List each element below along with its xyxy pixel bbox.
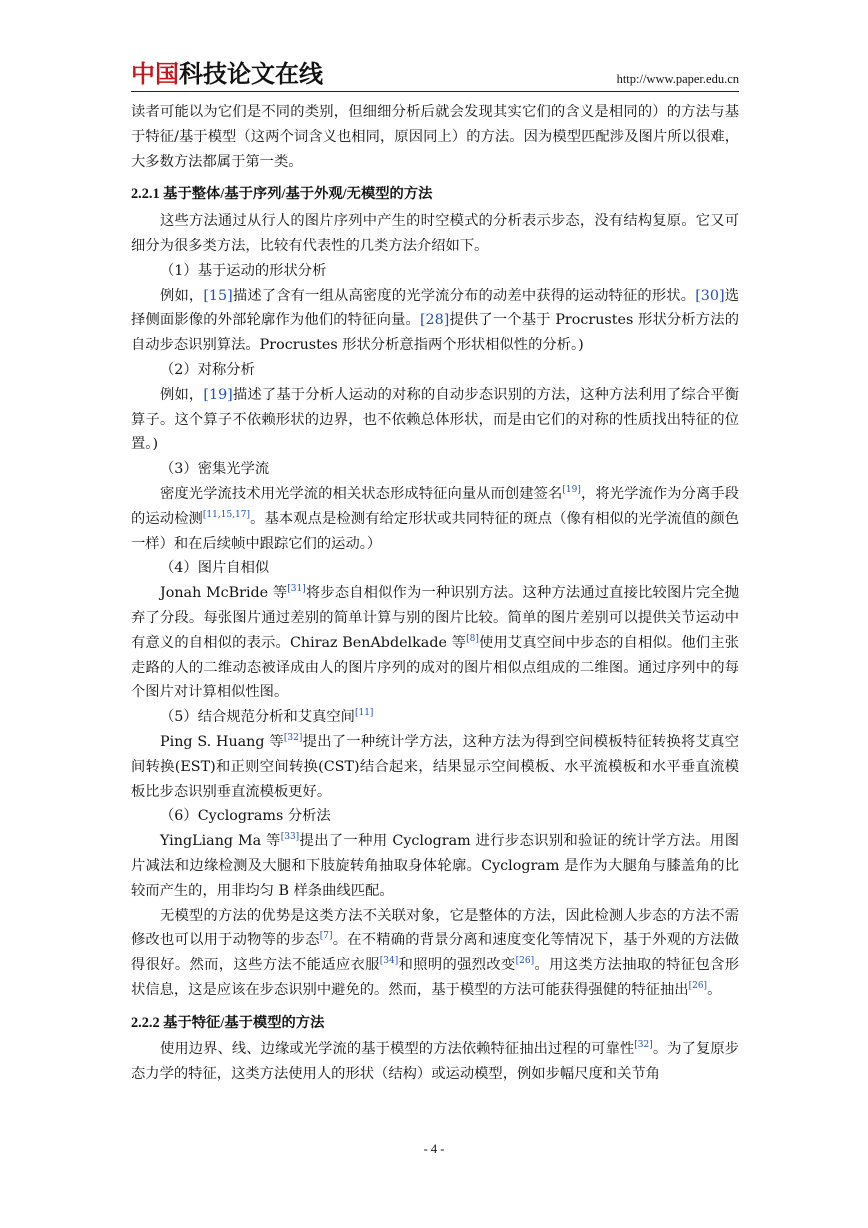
citation-superscript[interactable]: [33] bbox=[280, 832, 300, 843]
method-3-paragraph bbox=[131, 482, 739, 556]
text-span: 密度光学流技术用光学流的相关状态形成特征向量从而创建签名 bbox=[160, 485, 563, 502]
page-body bbox=[131, 100, 739, 1087]
text-span: （5）结合规范分析和艾真空间 bbox=[160, 709, 355, 726]
section-2-2-1-heading: 2.2.1 基于整体/基于序列/基于外观/无模型的方法 bbox=[131, 186, 433, 203]
text-span: ，将光学流作为分离手段的运动检测 bbox=[131, 485, 739, 527]
method-1-paragraph bbox=[131, 284, 739, 358]
citation-superscript[interactable]: [19] bbox=[562, 484, 581, 495]
citation-link[interactable]: [15] bbox=[203, 287, 233, 304]
text-span: 将步态自相似作为一种识别方法。这种方法通过直接比较图片完全抛弃了分段。每张图片通过差别的简单计算与别的图片比较。简单的图片差别可以提供关节运动中有意义的自相似的表示。Chiraz BenAbdelkade 等 bbox=[131, 585, 740, 651]
text-span: 无模型的方法的优势是这类方法不关联对象，它是整体的方法，因此检测人步态的方法不需修改也可以用于动物等的步态 bbox=[131, 907, 739, 949]
text-span: 。在不精确的背景分离和速度变化等情况下，基于外观的方法做得很好。然而，这些方法不能适应衣服 bbox=[131, 932, 740, 974]
citation-link[interactable]: [19] bbox=[203, 386, 233, 403]
citation-superscript[interactable]: [32] bbox=[283, 732, 303, 743]
text-span: 描述了含有一组从高密度的光学流分布的动差中获得的运动特征的形状。 bbox=[232, 287, 696, 304]
text-span: 提供了一个基于 Procrustes 形状分析方法的自动步态识别算法。Procrustes 形状分析意指两个形状相似性的分析。) bbox=[131, 312, 739, 354]
citation-superscript[interactable]: [26] bbox=[515, 956, 535, 967]
text-span: 例如， bbox=[160, 287, 204, 304]
method-2-heading: （2）对称分析 bbox=[160, 361, 255, 378]
text-span: 例如， bbox=[160, 386, 204, 403]
method-6-paragraph bbox=[131, 829, 739, 903]
method-4-heading: （4）图片自相似 bbox=[160, 560, 270, 577]
page-number: - 4 - bbox=[423, 1142, 445, 1156]
text-span: 提出了一种统计学方法，这种方法为得到空间模板特征转换将艾真空间转换(EST)和正则空间转换(CST)结合起来，结果显示空间模板、水平流模板和水平垂直流模板比步态识别垂直流模板更好。 bbox=[131, 733, 740, 800]
site-logo bbox=[131, 60, 323, 88]
citation-superscript[interactable]: [11,15,17] bbox=[202, 509, 251, 520]
text-span: 提出了一种用 Cyclogram 进行步态识别和验证的统计学方法。用图片减法和边缘检测及大腿和下肢旋转角抽取身体轮廓。Cyclogram 是作为大腿角与膝盖角的比较而产生的，用非均匀 B 样条曲线匹配。 bbox=[131, 833, 739, 899]
intro-paragraph: 读者可能以为它们是不同的类别，但细细分析后就会发现其实它们的含义是相同的）的方法与基于特征/基于模型（这两个词含义也相同，原因同上）的方法。因为模型匹配涉及图片所以很难，大多数方法都属于第一类。 bbox=[131, 104, 739, 170]
method-3-heading: （3）密集光学流 bbox=[160, 461, 270, 478]
citation-superscript[interactable]: [34] bbox=[379, 956, 399, 967]
citation-link[interactable]: [30] bbox=[695, 287, 725, 304]
text-span: YingLiang Ma 等 bbox=[160, 833, 281, 850]
section-2-2-2-heading: 2.2.2 基于特征/基于模型的方法 bbox=[131, 1014, 325, 1031]
text-span: 。 bbox=[707, 981, 722, 998]
section-2-2-1-paragraph: 这些方法通过从行人的图片序列中产生的时空模式的分析表示步态，没有结构复原。它又可细分为很多类方法，比较有代表性的几类方法介绍如下。 bbox=[131, 213, 739, 254]
citation-superscript[interactable]: [32] bbox=[634, 1040, 653, 1051]
method-5-paragraph bbox=[131, 730, 739, 804]
summary-paragraph bbox=[131, 904, 739, 1003]
text-span: Ping S. Huang 等 bbox=[160, 733, 284, 750]
text-span: 使用艾真空间中步态的自相似。他们主张走路的人的二维动态被译成由人的图片序列的成对的图片相似点组成的二维图。通过序列中的每个图片对计算相似性图。 bbox=[131, 634, 739, 701]
citation-superscript[interactable]: [11] bbox=[354, 708, 374, 719]
text-span: 选择侧面影像的外部轮廓作为他们的特征向量。 bbox=[131, 287, 740, 329]
logo-red-text: 中国 bbox=[131, 60, 179, 88]
text-span: 描述了基于分析人运动的对称的自动步态识别的方法，这种方法利用了综合平衡算子。这个算子不依赖形状的边界，也不依赖总体形状，而是由它们的对称的性质找出特征的位置。) bbox=[131, 386, 740, 453]
citation-link[interactable]: [28] bbox=[419, 312, 450, 329]
citation-superscript[interactable]: [7] bbox=[319, 931, 333, 942]
method-2-paragraph bbox=[131, 383, 739, 457]
text-span: 。基本观点是检测有给定形状或共同特征的斑点（像有相似的光学流值的颜色一样）和在后续帧中跟踪它们的运动。） bbox=[131, 510, 740, 552]
method-5-heading bbox=[131, 705, 739, 730]
citation-superscript[interactable]: [26] bbox=[688, 980, 708, 991]
header-rule bbox=[131, 91, 739, 92]
text-span: 。用这类方法抽取的特征包含形状信息，这是应该在步态识别中避免的。然而，基于模型的方法可能获得强健的特征抽出 bbox=[131, 957, 740, 998]
header-url[interactable]: http://www.paper.edu.cn bbox=[616, 72, 739, 86]
section-2-2-2-paragraph bbox=[131, 1037, 739, 1087]
method-6-heading: （6）Cyclograms 分析法 bbox=[160, 808, 331, 825]
page-header bbox=[131, 58, 739, 92]
text-span: 和照明的强烈改变 bbox=[398, 957, 516, 974]
method-1-heading: （1）基于运动的形状分析 bbox=[160, 262, 327, 279]
logo-black-text: 科技论文在线 bbox=[179, 60, 323, 88]
citation-superscript[interactable]: [31] bbox=[287, 584, 306, 595]
text-span: 。为了复原步态力学的特征，这类方法使用人的形状（结构）或运动模型，例如步幅尺度和关节角 bbox=[131, 1041, 739, 1083]
method-4-paragraph bbox=[131, 581, 739, 705]
text-span: Jonah McBride 等 bbox=[160, 585, 288, 602]
text-span: 使用边界、线、边缘或光学流的基于模型的方法依赖特征抽出过程的可靠性 bbox=[160, 1041, 635, 1058]
citation-superscript[interactable]: [8] bbox=[466, 633, 479, 644]
